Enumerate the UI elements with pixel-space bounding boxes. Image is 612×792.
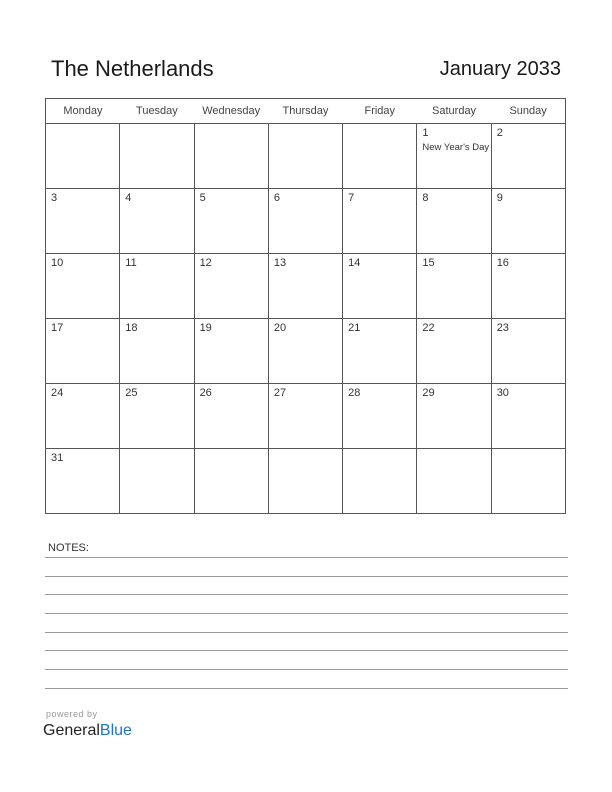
note-line (45, 650, 568, 651)
brand-blue-text: Blue (99, 722, 132, 739)
calendar-week-row (46, 319, 566, 384)
note-line (45, 576, 568, 577)
month-year-title: January 2033 (439, 58, 561, 80)
day-number: 8 (422, 192, 429, 204)
day-cell (194, 189, 268, 254)
day-number: 2 (496, 127, 503, 139)
day-cell (194, 449, 268, 514)
day-cell (268, 319, 342, 384)
day-number: 24 (51, 387, 64, 399)
weekday-monday: Monday (46, 99, 120, 124)
day-cell (491, 384, 565, 449)
day-number (269, 449, 342, 451)
note-line (45, 632, 568, 633)
day-number: 27 (273, 387, 287, 399)
day-cell (194, 384, 268, 449)
day-number (195, 449, 268, 451)
day-cell (491, 124, 565, 189)
day-cell (194, 124, 268, 189)
day-number: 10 (51, 257, 64, 269)
day-number: 6 (273, 192, 280, 204)
day-number (343, 124, 416, 126)
weekday-thursday: Thursday (268, 99, 342, 124)
day-number (120, 449, 193, 451)
weekday-tuesday: Tuesday (120, 99, 194, 124)
day-number: 15 (422, 257, 435, 269)
powered-by-label: powered by (46, 709, 98, 719)
day-cell (417, 384, 491, 449)
day-cell (343, 319, 417, 384)
day-cell (268, 384, 342, 449)
day-cell (120, 254, 194, 319)
day-cell (268, 189, 342, 254)
calendar-week-row (46, 254, 566, 319)
brand-general-text: General (43, 722, 100, 739)
day-number: 25 (125, 387, 138, 399)
day-cell (343, 254, 417, 319)
day-cell (343, 124, 417, 189)
weekday-saturday: Saturday (417, 99, 491, 124)
day-number: 21 (348, 322, 361, 334)
day-cell (46, 384, 120, 449)
day-number: 22 (422, 322, 435, 334)
weekday-friday: Friday (343, 99, 417, 124)
day-number: 13 (273, 257, 287, 269)
day-cell (417, 189, 491, 254)
day-cell (417, 319, 491, 384)
weekday-header-row (46, 99, 566, 124)
country-title: The Netherlands (51, 56, 214, 81)
day-cell (417, 254, 491, 319)
day-number: 28 (348, 387, 361, 399)
day-number: 16 (496, 257, 509, 269)
day-cell (120, 384, 194, 449)
day-number: 29 (422, 387, 435, 399)
calendar-week-row (46, 189, 566, 254)
day-number (417, 449, 490, 451)
day-number: 9 (496, 192, 503, 204)
day-cell (268, 254, 342, 319)
day-number: 19 (199, 322, 212, 334)
day-cell (46, 189, 120, 254)
day-number: 3 (51, 192, 58, 204)
notes-label: NOTES: (48, 542, 89, 554)
day-cell (120, 124, 194, 189)
note-line (45, 594, 568, 595)
note-line (45, 557, 568, 558)
day-number (195, 124, 268, 126)
brand-logo[interactable] (43, 720, 132, 742)
weekday-wednesday: Wednesday (194, 99, 268, 124)
day-cell (417, 124, 491, 189)
note-line (45, 613, 568, 614)
day-cell (417, 449, 491, 514)
day-number: 30 (496, 387, 509, 399)
day-number: 5 (199, 192, 206, 204)
day-number: 18 (125, 322, 138, 334)
day-number: 31 (51, 452, 64, 464)
day-number: 12 (199, 257, 212, 269)
day-cell (491, 319, 565, 384)
day-cell (46, 124, 120, 189)
note-line (45, 669, 568, 670)
day-number: 7 (348, 192, 355, 204)
note-line (45, 688, 568, 689)
day-cell (120, 189, 194, 254)
day-cell (46, 254, 120, 319)
day-number: 26 (199, 387, 212, 399)
day-cell (46, 449, 120, 514)
day-cell (343, 189, 417, 254)
day-cell (268, 449, 342, 514)
day-number: 11 (125, 257, 137, 269)
day-number: 1 (422, 127, 429, 139)
day-cell (491, 189, 565, 254)
day-number: 14 (348, 257, 361, 269)
day-number (343, 449, 416, 451)
day-number: 4 (125, 192, 132, 204)
day-cell (46, 319, 120, 384)
calendar-week-row (46, 384, 566, 449)
day-cell (268, 124, 342, 189)
day-number (269, 124, 342, 126)
holiday-label: New Year's Day (422, 142, 490, 153)
day-cell (491, 449, 565, 514)
day-cell (120, 449, 194, 514)
calendar-week-row (46, 449, 566, 514)
day-cell (120, 319, 194, 384)
day-cell (343, 384, 417, 449)
day-number (492, 449, 565, 451)
day-cell (343, 449, 417, 514)
day-cell (194, 254, 268, 319)
day-number: 17 (51, 322, 64, 334)
calendar-week-row (46, 124, 566, 189)
day-number: 20 (273, 322, 287, 334)
calendar-grid (45, 98, 566, 514)
day-number: 23 (496, 322, 509, 334)
day-number (46, 124, 119, 126)
weekday-sunday: Sunday (491, 99, 565, 124)
day-cell (194, 319, 268, 384)
day-number (120, 124, 193, 126)
day-cell (491, 254, 565, 319)
